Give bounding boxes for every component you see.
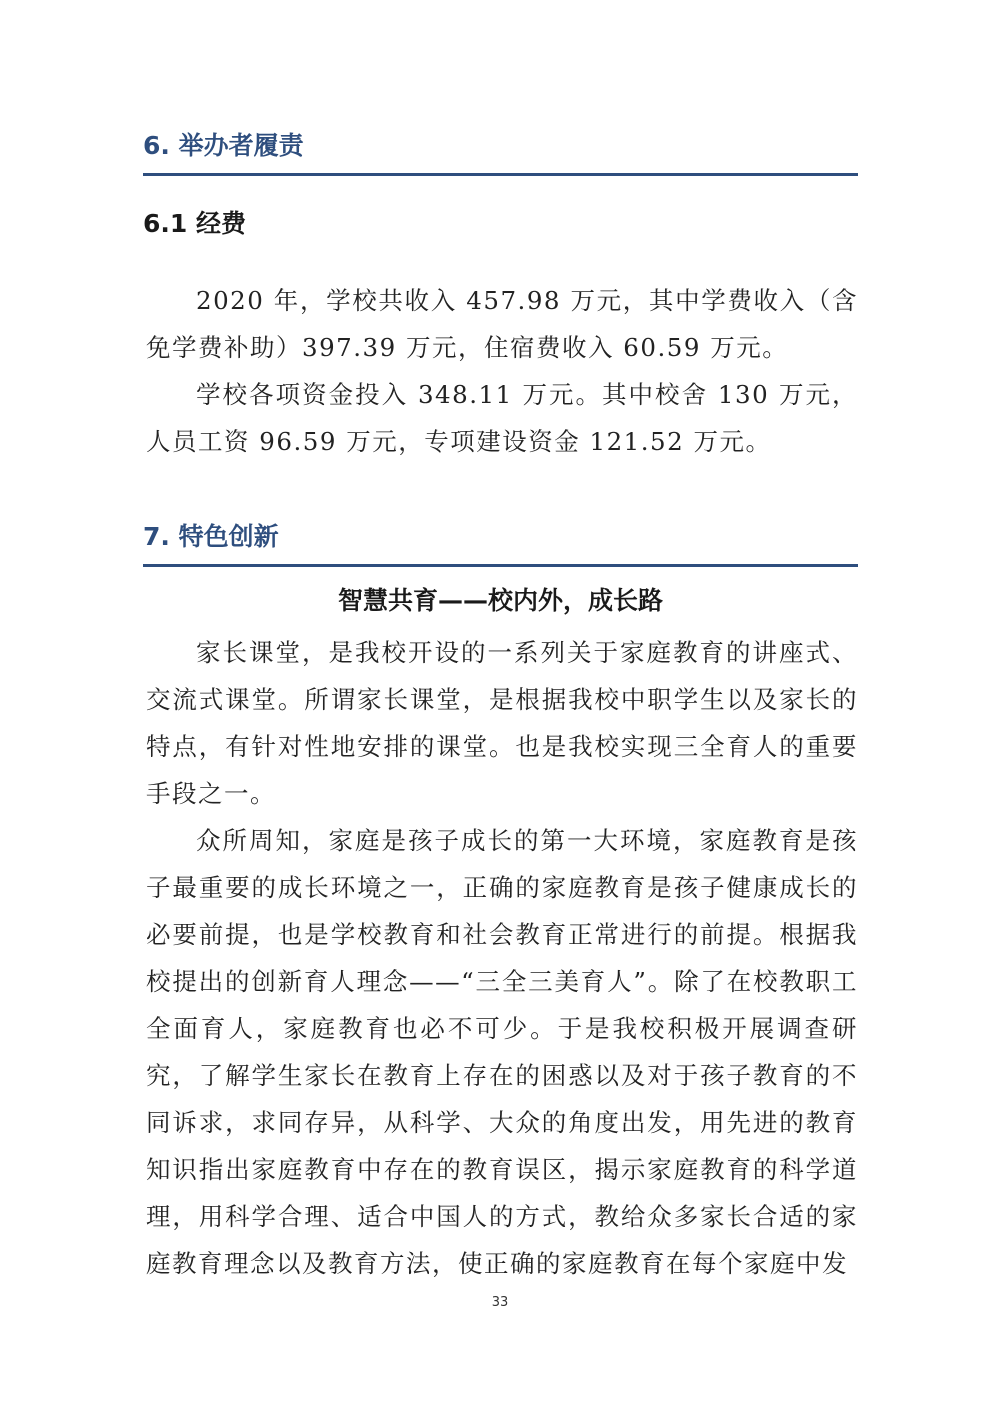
- article-title: 智慧共育——校内外，成长路: [337, 586, 663, 615]
- innovation-text-block: [146, 629, 858, 1287]
- paragraph: 2020 年，学校共收入 457.98 万元，其中学费收入（含免学费补助）397.39 万元，住宿费收入 60.59 万元。: [146, 286, 858, 362]
- section-heading-6: 6. 举办者履责: [143, 131, 304, 160]
- paragraph: 家长课堂，是我校开设的一系列关于家庭教育的讲座式、交流式课堂。所谓家长课堂，是根据我校中职学生以及家长的特点，有针对性地安排的课堂。也是我校实现三全育人的重要手段之一。: [146, 638, 858, 808]
- paragraph: 学校各项资金投入 348.11 万元。其中校舍 130 万元，人员工资 96.59 万元，专项建设资金 121.52 万元。: [146, 380, 858, 456]
- section-divider: [143, 173, 858, 176]
- subsection-heading-6-1: 6.1 经费: [143, 209, 246, 238]
- paragraph: 众所周知，家庭是孩子成长的第一大环境，家庭教育是孩子最重要的成长环境之一，正确的家庭教育是孩子健康成长的必要前提，也是学校教育和社会教育正常进行的前提。根据我校提出的创新育人理念——“三全三美育人”。除了在校教职工全面育人，家庭教育也必不可少。于是我校积极开展调查研究，了解学生家长在教育上存在的困惑以及对于孩子教育的不同诉求，求同存异，从科学、大众的角度出发，用先进的教育知识指出家庭教育中存在的教育误区，揭示家庭教育的科学道理，用科学合理、适合中国人的方式，教给众多家长合适的家庭教育理念以及教育方法，使正确的家庭教育在每个家庭中发: [146, 826, 858, 1278]
- funding-text-block: [146, 277, 858, 465]
- page-number: 33: [491, 1295, 509, 1310]
- section-heading-7: 7. 特色创新: [143, 522, 279, 551]
- section-divider: [143, 564, 858, 567]
